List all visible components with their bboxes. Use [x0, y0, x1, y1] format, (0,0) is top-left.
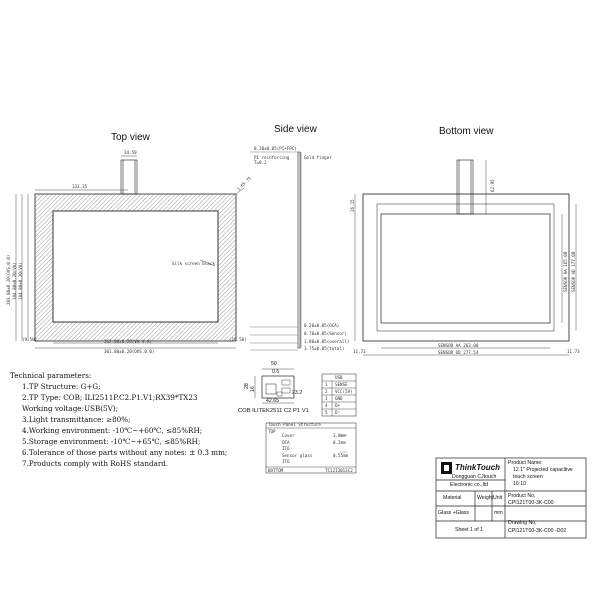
sheet-label: Sheet 1 of 1	[455, 527, 483, 533]
structure-top: TOP	[268, 429, 276, 434]
structure-layer-label: OCA	[282, 439, 290, 445]
cob-dim-top: 50	[271, 361, 277, 367]
dim-h-va: 262.00±0.20(VA V.A)	[104, 339, 152, 344]
company-line1: Dongguan CJtouch	[452, 474, 497, 480]
side-view-title: Side view	[274, 124, 317, 135]
structure-layer-label: Cover	[282, 433, 295, 438]
pin-signal: GND	[335, 396, 343, 401]
structure-layer-label: ITO	[282, 446, 290, 451]
pin-number: 3	[325, 396, 328, 401]
pin-number: 1	[325, 382, 328, 387]
pin-number: 5	[325, 410, 328, 415]
structure-layer-label: Sensor glass	[282, 452, 313, 458]
top-view-panel	[16, 156, 244, 348]
structure-layer-value: 3.0mm	[333, 433, 346, 438]
note-line: Working voltage:USB(5V);	[22, 404, 119, 413]
side-s4: 3.75±0.05(total)	[304, 346, 345, 351]
dim-sensor-va-v: SENSOR AA 165.00	[563, 251, 568, 292]
product-name-3: 16:10	[513, 481, 526, 487]
note-line: 4.Working environment: -10℃~+60℃, ≤85%RH;	[22, 426, 203, 435]
dim-fpc-width: 34.50	[124, 150, 137, 155]
dim-v-mid: 184.80±0.20(VA)	[12, 262, 17, 300]
side-s1: 0.20±0.05(OCA)	[304, 323, 340, 328]
product-no: CPI121T00-3K-C00	[508, 500, 554, 506]
material-label: Material	[443, 495, 462, 501]
side-top-note: 0.30±0.05(PI+FPC)	[254, 146, 297, 151]
side-view-panel	[250, 152, 301, 350]
top-view-title: Top view	[111, 132, 150, 143]
note-line: 2.TP Type: COB; ILI2511P.C2.P1.V1;RX39*TX23	[22, 393, 198, 402]
dim-offset-left: 133.35	[72, 184, 88, 189]
drawing-no-label: Drawing No,	[508, 520, 537, 526]
company-line2: Electronic co.,ltd	[450, 482, 489, 488]
side-finger: Gold finger	[304, 155, 332, 160]
product-name-label: Product Name:	[508, 460, 543, 466]
bottom-view-title: Bottom view	[439, 126, 494, 137]
dim-side-right: 11.73	[567, 349, 580, 354]
pin-signal: SENSE	[335, 382, 348, 387]
note-line: 7.Products comply with RoHS standard.	[22, 459, 169, 468]
structure-layer-value: 0.55mm	[333, 452, 349, 458]
structure-layer-value: 0.2mm	[333, 439, 346, 445]
logo-text: ThinkTouch	[455, 463, 501, 472]
side-s2: 0.70±0.05(Sensor)	[304, 331, 347, 336]
side-tol: T=0.2	[254, 160, 267, 165]
dim-bottom-left: (9.50)	[22, 337, 38, 342]
bottom-view-panel	[355, 160, 576, 355]
cob-dim-left2: 16	[250, 386, 256, 392]
weight-label: Weight	[477, 495, 494, 501]
pin-number: 2	[325, 389, 328, 394]
product-name-2: touch screen	[513, 474, 543, 480]
dim-bottom-right: (19.50)	[229, 337, 247, 342]
product-no-label: Product No,	[508, 493, 536, 499]
side-s3: 1.80±0.05(overall)	[304, 339, 350, 344]
dim-fpc-len: 62.95	[490, 179, 495, 192]
dim-h-total: 301.80±0.20(OVS.0.0)	[104, 349, 155, 354]
pin-number: 4	[325, 403, 328, 408]
material-value: Glass +Glass	[438, 510, 469, 516]
pin-signal: VCC(5V)	[335, 389, 353, 394]
dim-sensor-od-v: SENSOR OD 177.00	[571, 251, 576, 292]
side-pi: PI reinforcing	[254, 155, 290, 160]
unit-label: Unit	[493, 495, 503, 501]
cob-dim-bottom2: 23.2	[292, 390, 303, 396]
pin-signal: D-	[335, 410, 341, 415]
structure-code: TC1213013C2	[325, 468, 353, 473]
note-line: 1.TP Structure: G+G;	[22, 382, 101, 391]
structure-table-grid	[266, 423, 356, 473]
silk-screen-note: Silk screen black	[172, 261, 215, 266]
dim-sensor-od-h: SENSOR OD 277.54	[438, 350, 479, 355]
cob-dim-05: 0.5	[272, 369, 280, 375]
unit-value: mm	[494, 510, 503, 516]
note-line: 3.Light transmittance: ≥80%;	[22, 415, 131, 424]
notes-title: Technical parameters:	[10, 371, 92, 380]
dim-angle: 1.65.75	[236, 175, 253, 192]
note-line: 6.Tolerance of those parts without any notes: ± 0.3 mm;	[22, 448, 228, 457]
product-name-1: 12.1" Projected capacitive	[513, 467, 573, 473]
structure-bottom: BOTTOM	[268, 468, 284, 473]
note-line: 5.Storage environment: -10℃~+65℃, ≤85%RH;	[22, 437, 201, 446]
dim-v-inner: 184.80±0.20(VA)	[18, 262, 23, 300]
dim-v-outer: 203.80±0.20(OVS.0.0)	[6, 254, 11, 305]
structure-title: Touch Panel Structure	[268, 422, 321, 427]
pin-table-header: USB	[335, 375, 343, 380]
pin-signal: D+	[335, 403, 341, 408]
drawing-no: CPI121T00-3K-C00 -D02	[508, 528, 567, 534]
cob-dim-bottom: 42.65	[266, 398, 279, 404]
cob-label: COB ILITEK2511 C2 P1 V1	[238, 408, 309, 414]
dim-sensor-va-h: SENSOR AA 263.00	[438, 343, 479, 348]
dim-left-small: 26.15	[350, 199, 355, 212]
cob-dim-left: 28	[244, 383, 250, 389]
dim-side-left: 11.73	[353, 349, 366, 354]
structure-layer-label: ITO	[282, 459, 290, 464]
